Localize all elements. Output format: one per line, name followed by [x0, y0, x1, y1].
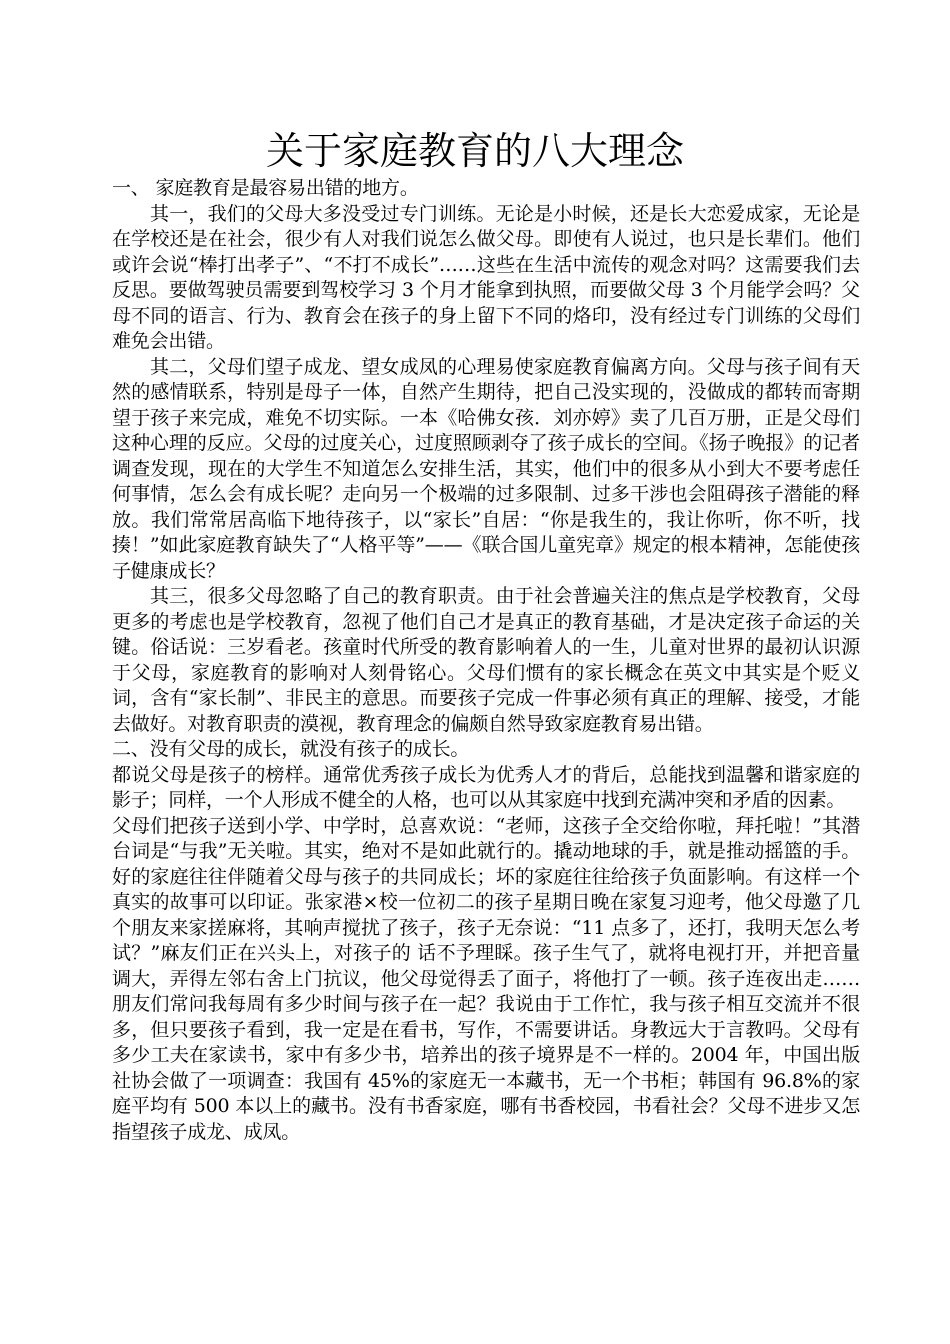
paragraph-point-3: 其三，很多父母忽略了自己的教育职责。由于社会普遍关注的焦点是学校教育，父母更多的考虑也是学校教育，忽视了他们自己才是真正的教育基础，才是决定孩子命运的关键。俗话说：三岁看老。孩童时代所受的教育影响着人的一生，儿童对世界的最初认识源于父母，家庭教育的影响对人刻骨铭心。父母们惯有的家长概念在英文中其实是个贬义词，含有“家长制”、非民主的意思。而要孩子完成一件事必须有真正的理解、接受，才能去做好。对教育职责的漠视，教育理念的偏颇自然导致家庭教育易出错。 — [112, 585, 860, 735]
section-heading-1: 一、 家庭教育是最容易出错的地方。 — [112, 177, 419, 199]
paragraph-role-model: 都说父母是孩子的榜样。通常优秀孩子成长为优秀人才的背后，总能找到温馨和谐家庭的影子；同样，一个人形成不健全的人格，也可以从其家庭中找到充满冲突和矛盾的因素。 — [112, 763, 860, 811]
page-title: 关于家庭教育的八大理念 — [265, 129, 684, 173]
document-body — [112, 176, 860, 1145]
section-heading-2: 二、没有父母的成长，就没有孩子的成长。 — [112, 738, 470, 760]
paragraph-story: 父母们把孩子送到小学、中学时，总喜欢说：“老师，这孩子全交给你啦，拜托啦！”其潜台词是“与我”无关啦。其实，绝对不是如此就行的。撬动地球的手，就是推动摇篮的手。好的家庭往往伴随着父母与孩子的共同成长；坏的家庭往往给孩子负面影响。有这样一个真实的故事可以印证。张家港×校一位初二的孩子星期日晚在家复习迎考，他父母邀了几个朋友来家搓麻将，其响声搅扰了孩子，孩子无奈说：“11 点多了，还打，我明天怎么考试？”麻友们正在兴头上，对孩子的 话不予理睬。孩子生气了，就将电视打开，并把音量调大，弄得左邻右舍上门抗议，他父母觉得丢了面子，将他打了一顿。孩子连夜出走……朋友们常问我每周有多少时间与孩子在一起？我说由于工作忙，我与孩子相互交流并不很多，但只要孩子看到，我一定是在看书，写作，不需要讲话。身教远大于言教吗。父母有多少工夫在家读书，家中有多少书，培养出的孩子境界是不一样的。2004 年，中国出版社协会做了一项调查：我国有 45%的家庭无一本藏书，无一个书柜；韩国有 96.8%的家庭平均有 500 本以上的藏书。没有书香家庭，哪有书香校园，书看社会？父母不进步又怎指望孩子成龙、成凤。 — [112, 814, 860, 1143]
paragraph-point-2: 其二，父母们望子成龙、望女成凤的心理易使家庭教育偏离方向。父母与孩子间有天然的感情联系，特别是母子一体，自然产生期待，把自己没实现的，没做成的都转而寄期望于孩子来完成，难免不切实际。一本《哈佛女孩．刘亦婷》卖了几百万册，正是父母们这种心理的反应。父母的过度关心，过度照顾剥夺了孩子成长的空间。《扬子晚报》的记者调查发现，现在的大学生不知道怎么安排生活，其实，他们中的很多从小到大不要考虑任何事情，怎么会有成长呢？走向另一个极端的过多限制、过多干涉也会阻碍孩子潜能的释放。我们常常居高临下地待孩子，以“家长”自居：“你是我生的，我让你听，你不听，找揍！”如此家庭教育缺失了“人格平等”——《联合国儿童宪章》规定的根本精神，怎能使孩子健康成长？ — [112, 355, 860, 582]
paragraph-point-1: 其一，我们的父母大多没受过专门训练。无论是小时候，还是长大恋爱成家，无论是在学校还是在社会，很少有人对我们说怎么做父母。即使有人说过，也只是长辈们。他们或许会说“棒打出孝子”、“不打不成长”……这些在生活中流传的观念对吗？这需要我们去反思。要做驾驶员需要到驾校学习 3 个月才能拿到执照，而要做父母 3 个月能学会吗？父母不同的语言、行为、教育会在孩子的身上留下不同的烙印，没有经过专门训练的父母们难免会出错。 — [112, 202, 860, 352]
